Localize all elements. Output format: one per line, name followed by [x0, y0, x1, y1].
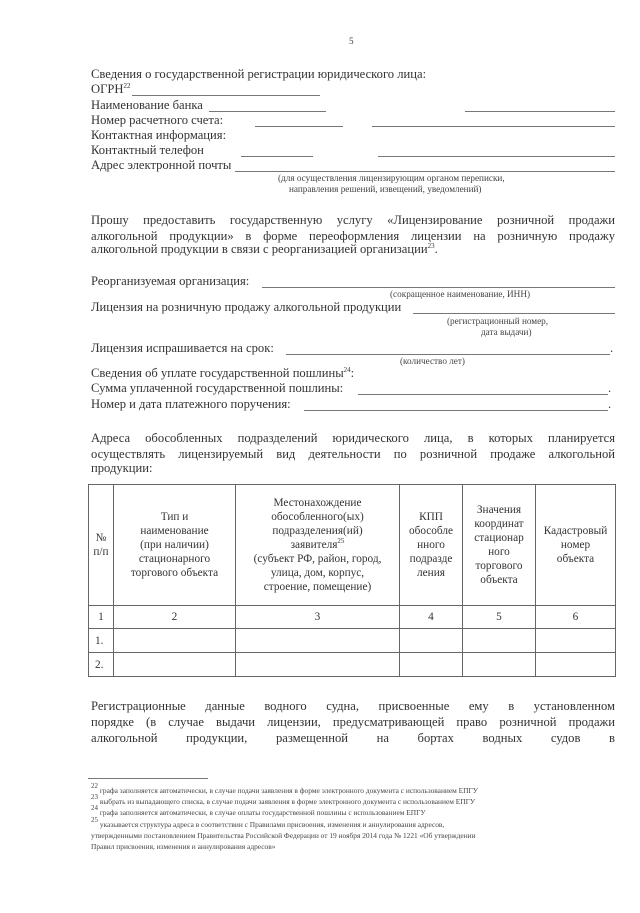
- bank-label: Наименование банка: [91, 98, 203, 112]
- account-label: Номер расчетного счета:: [91, 113, 224, 127]
- table-header-row: [89, 485, 616, 606]
- payment-order-label: Номер и дата платежного поручения:: [91, 397, 291, 411]
- bank-field-continued[interactable]: [465, 111, 615, 112]
- footnote-24: $^{24}$ графа заполняется автоматически, в случае оплаты государственной пошлины с использованием ЕПГУ: [91, 804, 426, 817]
- table-cell[interactable]: [463, 653, 536, 677]
- email-note: (для осуществления лицензирующим органом переписки,: [278, 173, 505, 183]
- col-cadastral-header: Кадастровый номер объекта: [536, 485, 616, 606]
- footnote-separator: [88, 778, 208, 779]
- water-line-2: порядке (в случае выдачи лицензии, предусматривающей право розничной продажи: [91, 715, 615, 729]
- row-number: 1.: [89, 629, 114, 653]
- reorg-org-field[interactable]: [262, 287, 615, 288]
- phone-field-continued[interactable]: [378, 156, 615, 157]
- subdivisions-table: [88, 484, 616, 677]
- fee-footnote-ref: 24: [343, 366, 351, 374]
- row-number: 2.: [89, 653, 114, 677]
- column-number-row: [89, 606, 616, 629]
- state-reg-heading: Сведения о государственной регистрации юридического лица:: [91, 67, 427, 81]
- footnote-25: $^{25}$ указывается структура адреса в соответствии с Правилами присвоения, изменения и аннулирования адресов,: [91, 816, 445, 829]
- ogrn-field[interactable]: [132, 95, 320, 96]
- term-end: .: [610, 341, 614, 355]
- column-number: 3: [236, 606, 400, 629]
- column-number: 1: [89, 606, 114, 629]
- column-number: 2: [114, 606, 236, 629]
- email-note-2: направления решений, извещений, уведомлений): [289, 184, 482, 194]
- water-line-1: Регистрационные данные водного судна, присвоенные ему в установленном: [91, 699, 615, 713]
- page-mark: 5: [349, 36, 354, 46]
- table-cell[interactable]: [463, 629, 536, 653]
- table-cell[interactable]: [114, 653, 236, 677]
- table-cell[interactable]: [236, 629, 400, 653]
- table-cell[interactable]: [400, 629, 463, 653]
- bank-field[interactable]: [209, 111, 326, 112]
- term-note: (количество лет): [400, 356, 465, 366]
- ogrn-label: ОГРН$^{22}$: [91, 82, 131, 96]
- phone-label: Контактный телефон: [91, 143, 204, 157]
- contact-heading: Контактная информация:: [91, 128, 227, 142]
- reorg-org-label: Реорганизуемая организация:: [91, 274, 250, 288]
- license-label: Лицензия на розничную продажу алкогольной продукции: [91, 300, 402, 314]
- col-location-header: Местонахождение обособленного(ых) подразделения(ий) заявителя$^{25}$ (субъект РФ, район, город, улица, дом, корпус, строение, помещение): [236, 485, 400, 606]
- table-cell[interactable]: [114, 629, 236, 653]
- table-cell[interactable]: [536, 629, 616, 653]
- ogrn-footnote-ref: 22: [123, 82, 131, 90]
- subdivisions-line-3: продукции:: [91, 461, 153, 475]
- table-row: [89, 653, 616, 677]
- table-cell[interactable]: [536, 653, 616, 677]
- license-note-2: дата выдачи): [481, 327, 532, 337]
- footnote-25-cont-1: утвержденными постановлением Правительства Российской Федерации от 19 ноября 2014 года № 1221 «Об утверждении: [91, 831, 476, 840]
- subdivisions-line-1: Адреса обособленных подразделений юридического лица, в которых планируется: [91, 431, 615, 445]
- request-line-2: алкогольной продукции» в форме переоформления лицензии на розничную продажу: [91, 229, 615, 243]
- column-number: 5: [463, 606, 536, 629]
- request-line-3: алкогольной продукции в связи с реорганизацией организации$^{23}$.: [91, 242, 438, 256]
- col-type-header: Тип и наименование (при наличии) стационарного торгового объекта: [114, 485, 236, 606]
- table-cell[interactable]: [400, 653, 463, 677]
- location-footnote-ref: 25: [337, 537, 345, 545]
- col-coordinates-header: Значения координат стационар ного торгового объекта: [463, 485, 536, 606]
- email-label: Адрес электронной почты: [91, 158, 232, 172]
- reorg-org-note: (сокращенное наименование, ИНН): [390, 289, 531, 299]
- subdivisions-line-2: осуществлять лицензируемый вид деятельности по розничной продаже алкогольной: [91, 447, 615, 461]
- email-field[interactable]: [235, 171, 615, 172]
- col-number-header: № п/п: [89, 485, 114, 606]
- license-field[interactable]: [413, 313, 615, 314]
- request-footnote-ref: 23: [427, 242, 435, 250]
- footnote-22: $^{22}$ графа заполняется автоматически, в случае подачи заявления в форме электронного документа с использованием ЕПГУ: [91, 782, 479, 795]
- fee-sum-end: .: [608, 381, 612, 395]
- water-line-3: алкогольной продукции, размещенной на бортах водных судов в: [91, 731, 615, 745]
- request-line-1: Прошу предоставить государственную услугу «Лицензирование розничной продажи: [91, 213, 615, 227]
- payment-order-field[interactable]: [304, 410, 608, 411]
- fee-sum-field[interactable]: [358, 394, 608, 395]
- column-number: 6: [536, 606, 616, 629]
- footnote-25-cont-2: Правил присвоения, изменения и аннулирования адресов»: [91, 842, 276, 851]
- term-field[interactable]: [286, 354, 610, 355]
- table-cell[interactable]: [236, 653, 400, 677]
- license-note-1: (регистрационный номер,: [447, 316, 549, 326]
- footnote-23: $^{23}$ выбрать из выпадающего списка, в случае подачи заявления в форме электронного документа с использованием ЕПГУ: [91, 793, 476, 806]
- col-kpp-header: КПП обособле нного подразде ления: [400, 485, 463, 606]
- table-row: [89, 629, 616, 653]
- column-number: 4: [400, 606, 463, 629]
- account-field-continued[interactable]: [372, 126, 615, 127]
- payment-order-end: .: [608, 397, 612, 411]
- account-field[interactable]: [255, 126, 343, 127]
- fee-heading: Сведения об уплате государственной пошлины$^{24}$:: [91, 366, 355, 380]
- phone-field[interactable]: [241, 156, 313, 157]
- term-label: Лицензия испрашивается на срок:: [91, 341, 274, 355]
- fee-sum-label: Сумма уплаченной государственной пошлины:: [91, 381, 344, 395]
